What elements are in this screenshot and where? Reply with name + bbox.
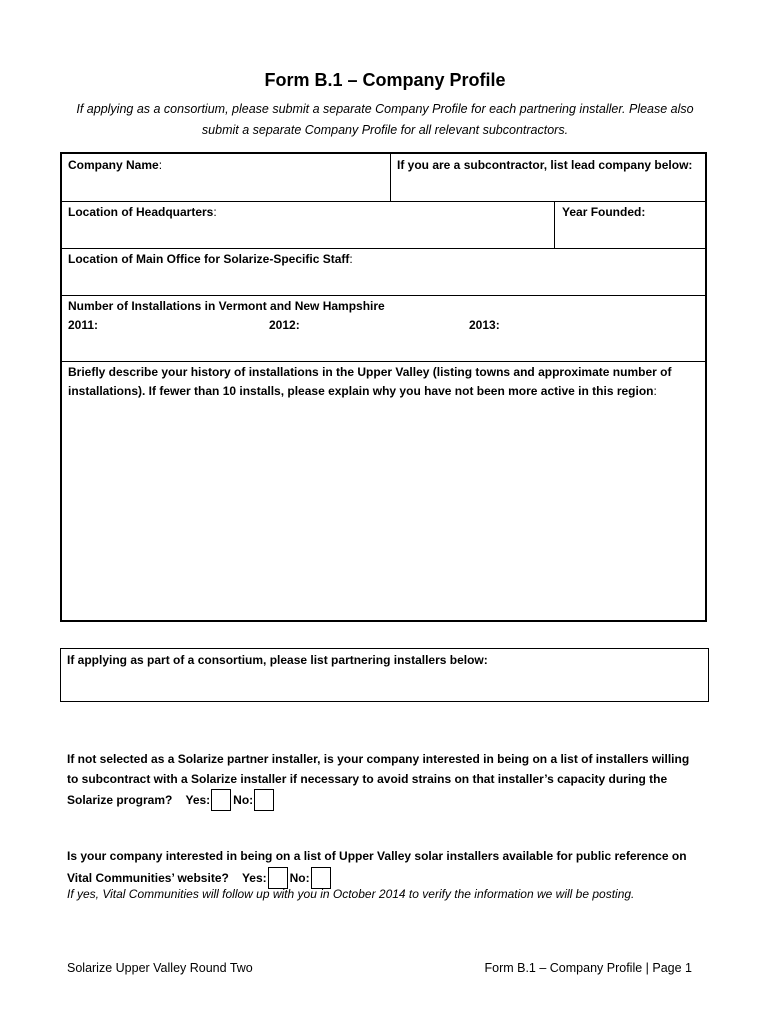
q2-line-2: Vital Communities’ website? Yes: No: <box>67 867 707 889</box>
row-company-name <box>62 154 705 202</box>
subtitle-line-1: If applying as a consortium, please submit a separate Company Profile for each partnering installer. Please also <box>76 102 694 116</box>
form-subtitle <box>60 99 710 141</box>
q2-no-label: No: <box>289 870 310 885</box>
subtitle-line-2: submit a separate Company Profile for all relevant subcontractors. <box>201 123 569 137</box>
year-2012-label: 2012: <box>269 318 300 332</box>
q1-no-checkbox[interactable] <box>254 789 274 811</box>
footer-left: Solarize Upper Valley Round Two <box>67 961 253 975</box>
q2-no-checkbox[interactable] <box>311 867 331 889</box>
q2-yes-label: Yes: <box>241 870 267 885</box>
q1-yes-label: Yes: <box>185 793 211 807</box>
history-prompt <box>68 363 698 401</box>
company-name-label: Company Name: <box>68 158 163 172</box>
year-2011-label: 2011: <box>68 318 99 332</box>
row-headquarters <box>62 202 705 249</box>
footer-right: Form B.1 – Company Profile | Page 1 <box>484 961 692 975</box>
q1-line-2: to subcontract with a Solarize installer if necessary to avoid strains on that installer’s capacity during the <box>67 771 668 786</box>
form-title: Form B.1 – Company Profile <box>264 70 506 90</box>
q1-line-1: If not selected as a Solarize partner installer, is your company interested in being on a list of installers willing <box>67 752 690 766</box>
year-founded-field[interactable] <box>555 202 705 248</box>
question-subcontract <box>67 750 707 811</box>
question-public-reference <box>67 847 707 889</box>
q2-line-1: Is your company interested in being on a list of Upper Valley solar installers available for public reference on <box>67 849 687 863</box>
q1-line-3: Solarize program? Yes: No: <box>67 789 707 811</box>
year-2013-label: 2013: <box>469 318 500 332</box>
q2-yes-checkbox[interactable] <box>268 867 288 889</box>
headquarters-field[interactable] <box>62 202 555 248</box>
history-line-2: installations). If fewer than 10 installs, please explain why you have not been more active in this region: <box>68 384 657 398</box>
lead-company-field[interactable] <box>391 154 705 201</box>
company-name-field[interactable] <box>62 154 391 201</box>
installations-heading: Number of Installations in Vermont and New Hampshire <box>68 299 385 313</box>
main-office-label: Location of Main Office for Solarize-Specific Staff: <box>68 252 353 266</box>
company-profile-table <box>60 152 707 622</box>
consortium-label: If applying as part of a consortium, please list partnering installers below: <box>67 653 488 667</box>
headquarters-label: Location of Headquarters: <box>68 205 217 219</box>
q1-yes-checkbox[interactable] <box>211 789 231 811</box>
row-history[interactable] <box>62 362 705 620</box>
q2-note: If yes, Vital Communities will follow up with you in October 2014 to verify the information we will be posting. <box>67 887 635 901</box>
history-line-1: Briefly describe your history of installations in the Upper Valley (listing towns and approximate number of <box>68 365 672 379</box>
row-main-office[interactable] <box>62 249 705 296</box>
year-founded-label: Year Founded: <box>562 205 646 219</box>
consortium-field[interactable] <box>60 648 709 702</box>
q1-no-label: No: <box>233 793 254 807</box>
row-installations[interactable] <box>62 296 705 362</box>
lead-company-label: If you are a subcontractor, list lead company below: <box>397 158 693 172</box>
